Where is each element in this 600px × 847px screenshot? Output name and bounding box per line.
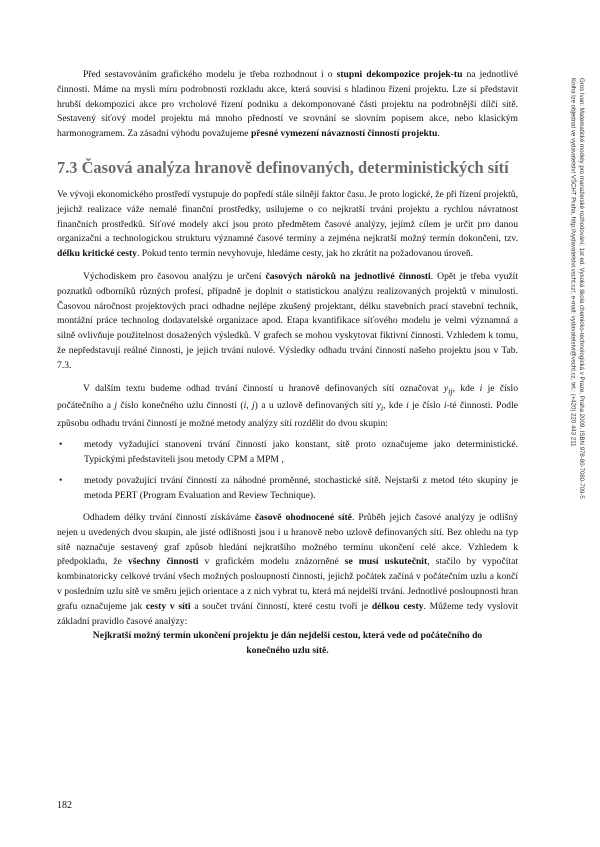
- list-item: [57, 474, 518, 504]
- order-info-line: Kniha lze objednat ve vydavatelství VŠCHT Praha, http://vydavatelstvi.vscht.cz/, e-mail: vydavatelstvi@vscht.cz, tel.: (+420) 220 443 211: [569, 78, 577, 447]
- text-run: , stačilo by vypočítat kombinatoricky celkové trvání všech možných posloupností činností, jejichž počátek začíná v počátečním uzlu a končí v posledním uzlu sítě ve směru jejich orientace a z nich vybrat tu, která má nejdelší trvání. Jednotlivé posloupnosti hran grafu označujeme jak: [57, 556, 518, 612]
- methods-list: [57, 438, 518, 504]
- text-run: Odhadem délky trvání činností získáváme: [83, 511, 255, 523]
- text-run: , kde: [383, 400, 407, 412]
- basic-rule: Nejkratší možný termín ukončení projektu je dán nejdelší cestou, která vede od počátečního do konečného uzlu sítě.: [92, 630, 483, 657]
- text-run: . Opět je třeba využít poznatků odborníků různých profesí, případně je doplnit o statistickou analýzu realizovaných projektů v minulosti. Časovou náročnost projektových prací odhadne nejlépe zkušený projektant, délku stavebních prací stavební technik, montážní práce technolog dodavatelské organizace apod. Etapa kvantifikace síťového modelu je velmi významná a silně ovlivňuje použitelnost dosažených výsledků. V grafech se mohou vyskytovat fiktivní činnosti. Vzhledem k tomu, že nepředstavují reálné činnosti, je jejich trvání nulové. Výsledky odhadu trvání činností našeho projektu jsou v Tab. 7.3.: [57, 270, 518, 371]
- text-run: Ve vývoji ekonomického prostředí vystupuje do popředí stále silněji faktor času. Je proto logické, že při řízení projektů, jejichž realizace váže nemalé finanční prostředky, usilujeme o co nejkratší trvání projektu a rychlou návratnost finančních prostředků. Síťové modely akcí jsou proto předmětem časové analýzy, jejímž cílem je určit pro danou organizační a technologickou strukturu významné časové termíny a zejména nejkratší možný termín dokončení, tzv.: [57, 188, 518, 245]
- bold-term: se musí uskutečnit: [344, 556, 428, 568]
- side-citation: [568, 78, 585, 598]
- list-item-text: metody vyžadující stanovení trvání činností jako konstant, sítě proto označujeme jako deterministické. Typickými představiteli jsou metody CPM a MPM ,: [84, 438, 518, 465]
- bold-term: časově ohodnocené sítě: [254, 511, 352, 523]
- text-run: Východiskem pro časovou analýzu je určení: [83, 270, 266, 282]
- text-run: je číslo počátečního a: [57, 382, 518, 412]
- text-run: na jednotlivé činnosti. Máme na mysli míru podrobnosti rozkladu akce, která souvisí s hladinou řízení projektu. Lze si představit hrubší dekompozici akce pro vrcholové řízení podniku a dekomponované části projektu na podrobnější dílčí sítě. Sestavený síťový model projektu má mnoho předností ve srovnání se slovním popisem akce, nebo klasickým harmonogramem. Za zásadní výhodu považujeme: [57, 69, 518, 140]
- list-item: [57, 438, 518, 468]
- text-run: ) a u uzlově definovaných sítí: [254, 400, 377, 412]
- text-run: a součet trvání činností, které cestu tvoří je: [190, 600, 372, 612]
- math-subscript: ij: [448, 386, 453, 396]
- bullet-icon: •: [59, 438, 63, 450]
- text-run: . Můžeme tedy vyslovit základní pravidlo časové analýzy:: [57, 600, 519, 627]
- paragraph-time-estimates: [57, 270, 518, 374]
- bold-term: všechny činnosti: [127, 556, 199, 568]
- bold-term: časových nároků na jednotlivé činnosti: [265, 270, 431, 282]
- text-run: je číslo: [408, 400, 444, 412]
- paragraph-decomposition: [57, 68, 518, 142]
- math-y: y: [376, 400, 381, 412]
- math-i: i: [479, 382, 483, 394]
- math-i: i: [406, 400, 409, 412]
- text-run: , kde: [452, 382, 480, 394]
- math-i: i: [243, 400, 247, 412]
- math-j: j: [252, 400, 255, 412]
- paragraph-evaluated-networks: [57, 511, 518, 629]
- text-run: . Průběh jejich časové analýzy je odlišný nejen u uvedených dvou skupin, ale jisté odlišnosti jsou i u hranově nebo uzlově definovaných sítí. Bez ohledu na typ sítě naznačuje sestavený graf způsob hledání nejkratšího možného termínu ukončení celé akce. Vzhledem k předpokladu, že: [57, 511, 519, 568]
- paragraph-notation: [57, 382, 518, 432]
- text-run: -té činnosti. Podle způsobu odhadu trvání činností je možné metody analýzy sítí rozdělit do dvou skupin:: [57, 400, 518, 429]
- text-column: [57, 68, 518, 659]
- bold-term: stupni dekompozice projek-tu: [336, 69, 463, 80]
- math-j: j: [114, 400, 117, 412]
- text-run: . Pokud tento termín nevyhovuje, hledáme cesty, jak ho zkrátit na požadovanou úroveň.: [136, 248, 474, 260]
- list-item-text: metody považující trvání činností za náhodné proměnné, stochastické sítě. Nejstarší z metod této skupiny je metoda PERT (Program Evaluation and Review Technique).: [84, 475, 518, 502]
- math-i: i: [443, 400, 447, 412]
- paragraph-time-analysis: [57, 188, 518, 262]
- text-run: .: [437, 128, 440, 140]
- section-heading: 7.3 Časová analýza hranově definovaných, deterministických sítí: [57, 157, 509, 177]
- math-y: y: [443, 382, 449, 394]
- text-run: v grafickém modelu znázorněné: [198, 556, 345, 568]
- page-number: 182: [57, 800, 72, 811]
- text-run: číslo konečného uzlu činnosti (: [117, 400, 244, 412]
- bold-term: cesty v síti: [145, 600, 191, 612]
- text-run: V dalším textu budeme odhad trvání činností u hranově definovaných sítí označovat: [83, 382, 444, 394]
- math-subscript: i: [380, 404, 384, 414]
- text-run: Před sestavováním grafického modelu je třeba rozhodnout i o: [83, 69, 337, 80]
- text-run: ,: [246, 400, 252, 412]
- bold-term: délkou cesty: [371, 600, 424, 612]
- bold-term: přesné vymezení návazností činností projektu: [250, 128, 438, 140]
- bullet-icon: •: [59, 475, 63, 487]
- bold-term: délku kritické cesty: [57, 248, 137, 260]
- citation-line: Gros Ivan: Matematické modely pro manažerské rozhodování, 1st ed. Vysoká škola chemicko-technologická v Praze, Praha 2009, ISBN 978-80-7080-709-5: [578, 78, 585, 499]
